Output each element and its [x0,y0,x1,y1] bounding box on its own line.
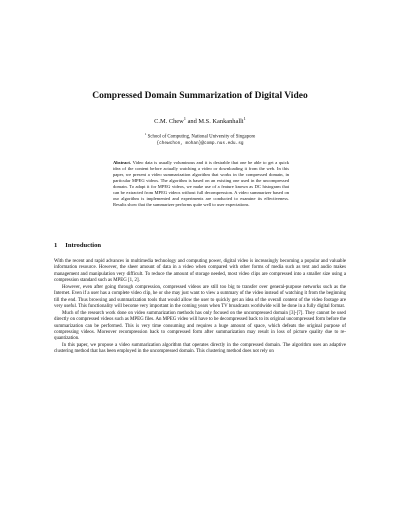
author-conjunction: and [185,118,199,125]
body-paragraph: However, even after going through compression, compressed videos are still too big to transfer over general-purpose networks such as the Internet. Even if a user has a complete video clip, he or she may just want to view a summary of the video instead of watching it from the beginning till the end. Thus browsing and summarization tools that would allow the user to quickly get an idea of the overall content of the video footage are very useful. This functionality will become very important in the coming years when TV broadcasts worldwide will be done in a fully digital format. [54,284,346,310]
affiliation-emails: {chewchon, mohan}@comp.nus.edu.sg [156,140,244,146]
author-name: M.S. Kankanhalli [198,118,244,125]
section-number: 1 [54,242,58,249]
body-paragraph: With the recent and rapid advances in multimedia technology and computing power, digital video is increasingly becoming a popular and valuable information resource. However, the sheer amount of data in a video when compared with other forms of media such as text and audio makes management and manipulation very difficult. To reduce the amount of storage needed, most video clips are compressed into a smaller size using a compression standard such as MPEG [1, 2]. [54,259,346,284]
author-affiliation-marker: 1 [183,115,186,121]
paper-title: Compressed Domain Summarization of Digital Video [92,91,308,101]
body-text [54,259,346,356]
section-title: Introduction [65,242,102,249]
abstract [113,160,289,208]
section-heading [54,242,101,249]
abstract-text: Video data is usually voluminous and it is desirable that one be able to get a quick idea of the content before actually watching a video or downloading it from the web. In this paper, we present a video summarization algorithm that works in the compressed domain, in particular MPEG videos. The algorithm is based on an existing one used in the uncompressed domain. To adapt it for MPEG videos, we make use of a feature known as DC histogram that can be extracted from MPEG videos without full decompression. A video summarizer based on our algorithm is implemented and experiments are conducted to examine its effectiveness. Results show that the summarizer performs quite well to user expectations. [113,160,289,207]
body-paragraph: In this paper, we propose a video summarization algorithm that operates directly in the compressed domain. The algorithm uses an adaptive clustering method that has been employed in the uncompressed domain. This clustering method does not rely on [54,342,346,355]
abstract-label: Abstract. [113,160,132,165]
author-name: C.M. Chew [154,118,184,125]
author-affiliation-marker: 1 [243,115,246,121]
affiliation-institution: School of Computing, National University of Singapore [146,134,256,140]
affiliation-block [0,134,400,147]
body-paragraph: Much of the research work done on video summarization methods has only focused on the uncompressed domain [3]-[7]. They cannot be used directly on compressed videos such as MPEG files. An MPEG video will have to be decompressed back to its original uncompressed form before the summarization can be performed. This is very time consuming and requires a huge amount of space, which defeats the original purpose of compressing videos. Moreover recompression back to compressed form after summarization may result in loss of picture quality due to re-quantization. [54,310,347,342]
author-line [0,115,400,125]
affiliation-line [0,134,400,141]
affiliation-marker: 1 [144,132,147,136]
